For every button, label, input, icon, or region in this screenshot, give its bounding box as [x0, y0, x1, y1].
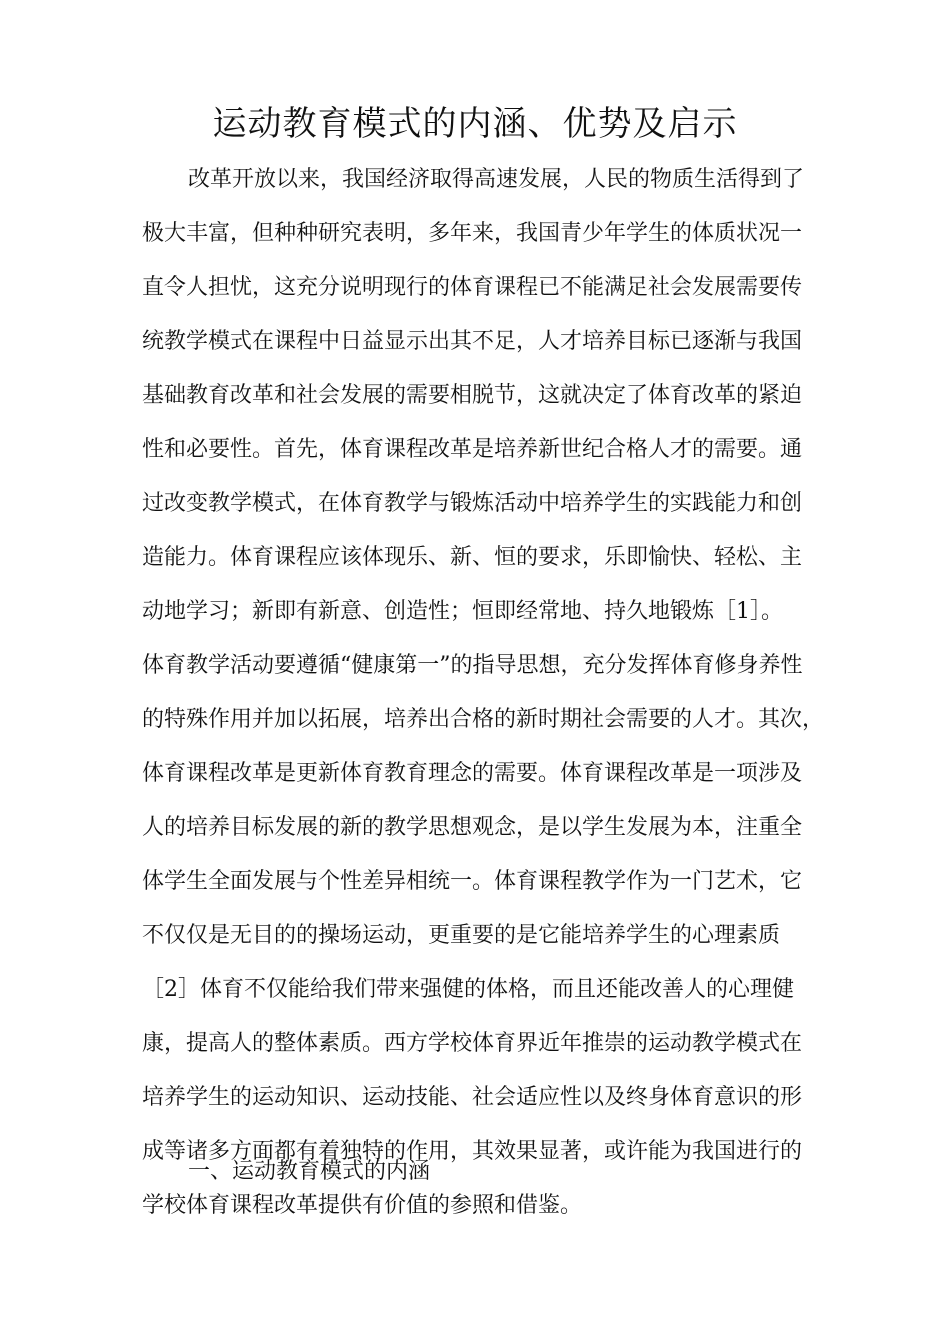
- paragraph-line: ［2］体育不仅能给我们带来强健的体格，而且还能改善人的心理健: [142, 977, 794, 1002]
- paragraph-line: 培养学生的运动知识、运动技能、社会适应性以及终身体育意识的形: [142, 1085, 803, 1110]
- paragraph-line: 基础教育改革和社会发展的需要相脱节，这就决定了体育改革的紧迫: [142, 383, 803, 408]
- paragraph-line: 造能力。体育课程应该体现乐、新、恒的要求，乐即愉快、轻松、主: [142, 545, 803, 570]
- section-heading: 一、运动教育模式的内涵: [188, 1159, 431, 1184]
- intro-paragraph: [142, 153, 832, 1233]
- paragraph-line: 体学生全面发展与个性差异相统一。体育课程教学作为一门艺术，它: [142, 869, 803, 894]
- paragraph-line: 改革开放以来，我国经济取得高速发展，人民的物质生活得到了: [188, 167, 805, 192]
- paragraph-line: 体育教学活动要遵循“健康第一”的指导思想，充分发挥体育修身养性: [142, 653, 803, 678]
- paragraph-line: 体育课程改革是更新体育教育理念的需要。体育课程改革是一项涉及: [142, 761, 803, 786]
- paragraph-line: 不仅仅是无目的的操场运动，更重要的是它能培养学生的心理素质: [142, 923, 781, 948]
- paragraph-line: 性和必要性。首先，体育课程改革是培养新世纪合格人才的需要。通: [142, 437, 803, 462]
- paragraph-line: 统教学模式在课程中日益显示出其不足，人才培养目标已逐渐与我国: [142, 329, 803, 354]
- page-title: 运动教育模式的内涵、优势及启示: [212, 104, 738, 144]
- paragraph-line: 动地学习；新即有新意、创造性；恒即经常地、持久地锻炼［1］。: [142, 599, 783, 624]
- paragraph-line: 学校体育课程改革提供有价值的参照和借鉴。: [142, 1193, 583, 1218]
- paragraph-line: 过改变教学模式，在体育教学与锻炼活动中培养学生的实践能力和创: [142, 491, 803, 516]
- paragraph-line: 人的培养目标发展的新的教学思想观念，是以学生发展为本，注重全: [142, 815, 803, 840]
- paragraph-line: 极大丰富，但种种研究表明，多年来，我国青少年学生的体质状况一: [142, 221, 803, 246]
- paragraph-line: 直令人担忧，这充分说明现行的体育课程已不能满足社会发展需要传: [142, 275, 803, 300]
- paragraph-line: 的特殊作用并加以拓展，培养出合格的新时期社会需要的人才。其次，: [142, 707, 825, 732]
- paragraph-line: 康，提高人的整体素质。西方学校体育界近年推崇的运动教学模式在: [142, 1031, 803, 1056]
- paragraph-line: 成等诸多方面都有着独特的作用，其效果显著，或许能为我国进行的: [142, 1139, 803, 1164]
